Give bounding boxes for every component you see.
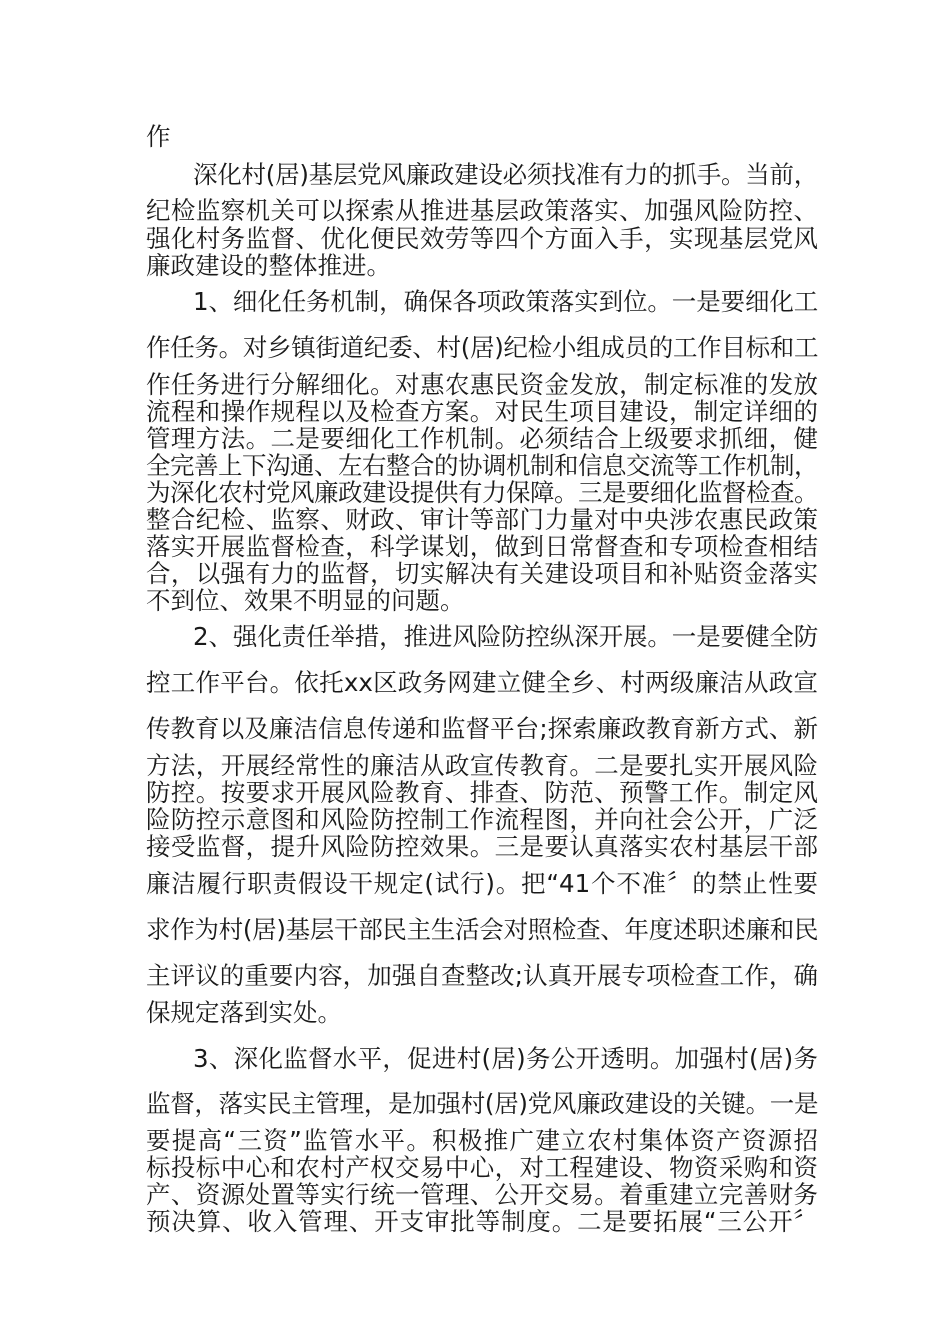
text-line: 主评议的重要内容，加强自查整改;认真开展专项检查工作，确 (146, 961, 818, 990)
text-line: 要提高“三资”监管水平。积极推广建立农村集体资产资源招 (146, 1126, 818, 1155)
text-line: 廉政建设的整体推进。 (146, 251, 391, 280)
text-line: 纪检监察机关可以探索从推进基层政策落实、加强风险防控、 (146, 196, 818, 225)
text-line: 全完善上下沟通、左右整合的协调机制和信息交流等工作机制， (146, 451, 818, 480)
text-line: 险防控示意图和风险防控制工作流程图，并向社会公开，广泛 (146, 805, 818, 834)
text-line: 接受监督，提升风险防控效果。三是要认真落实农村基层干部 (146, 832, 818, 861)
text-line: 3、深化监督水平，促进村(居)务公开透明。加强村(居)务 (193, 1044, 818, 1073)
text-line: 不到位、效果不明显的问题。 (146, 586, 465, 615)
text-line: 防控。按要求开展风险教育、排查、防范、预警工作。制定风 (146, 778, 818, 807)
text-line: 产、资源处置等实行统一管理、公开交易。着重建立完善财务 (146, 1180, 818, 1209)
text-line: 2、强化责任举措，推进风险防控纵深开展。一是要健全防 (193, 622, 818, 651)
text-line: 强化村务监督、优化便民效劳等四个方面入手，实现基层党风 (146, 224, 818, 253)
text-line: 监督，落实民主管理，是加强村(居)党风廉政建设的关键。一是 (146, 1089, 818, 1118)
text-line: 标投标中心和农村产权交易中心，对工程建设、物资采购和资 (146, 1153, 818, 1182)
text-line: 廉洁履行职责假设干规定(试行)。把“41个不准〞的禁止性要 (146, 869, 818, 898)
text-line: 传教育以及廉洁信息传递和监督平台;探索廉政教育新方式、新 (146, 714, 818, 743)
text-line: 作任务进行分解细化。对惠农惠民资金发放，制定标准的发放 (146, 370, 818, 399)
text-line: 落实开展监督检查，科学谋划，做到日常督查和专项检查相结 (146, 532, 818, 561)
text-line: 1、细化任务机制，确保各项政策落实到位。一是要细化工 (193, 287, 818, 316)
text-line: 方法，开展经常性的廉洁从政宣传教育。二是要扎实开展风险 (146, 751, 818, 780)
text-line: 预决算、收入管理、开支审批等制度。二是要拓展“三公开〞 (146, 1207, 818, 1236)
text-line: 整合纪检、监察、财政、审计等部门力量对中央涉农惠民政策 (146, 505, 818, 534)
text-line: 作 (146, 122, 171, 151)
text-line: 求作为村(居)基层干部民主生活会对照检查、年度述职述廉和民 (146, 915, 818, 944)
text-line: 作任务。对乡镇街道纪委、村(居)纪检小组成员的工作目标和工 (146, 333, 818, 362)
text-line: 保规定落到实处。 (146, 998, 342, 1027)
text-line: 流程和操作规程以及检查方案。对民生项目建设，制定详细的 (146, 397, 818, 426)
text-line: 为深化农村党风廉政建设提供有力保障。三是要细化监督检查。 (146, 478, 818, 507)
text-line: 深化村(居)基层党风廉政建设必须找准有力的抓手。当前， (193, 160, 818, 189)
text-line: 合，以强有力的监督，切实解决有关建设项目和补贴资金落实 (146, 559, 818, 588)
text-line: 控工作平台。依托xx区政务网建立健全乡、村两级廉洁从政宣 (146, 668, 818, 697)
text-line: 管理方法。二是要细化工作机制。必须结合上级要求抓细，健 (146, 424, 818, 453)
